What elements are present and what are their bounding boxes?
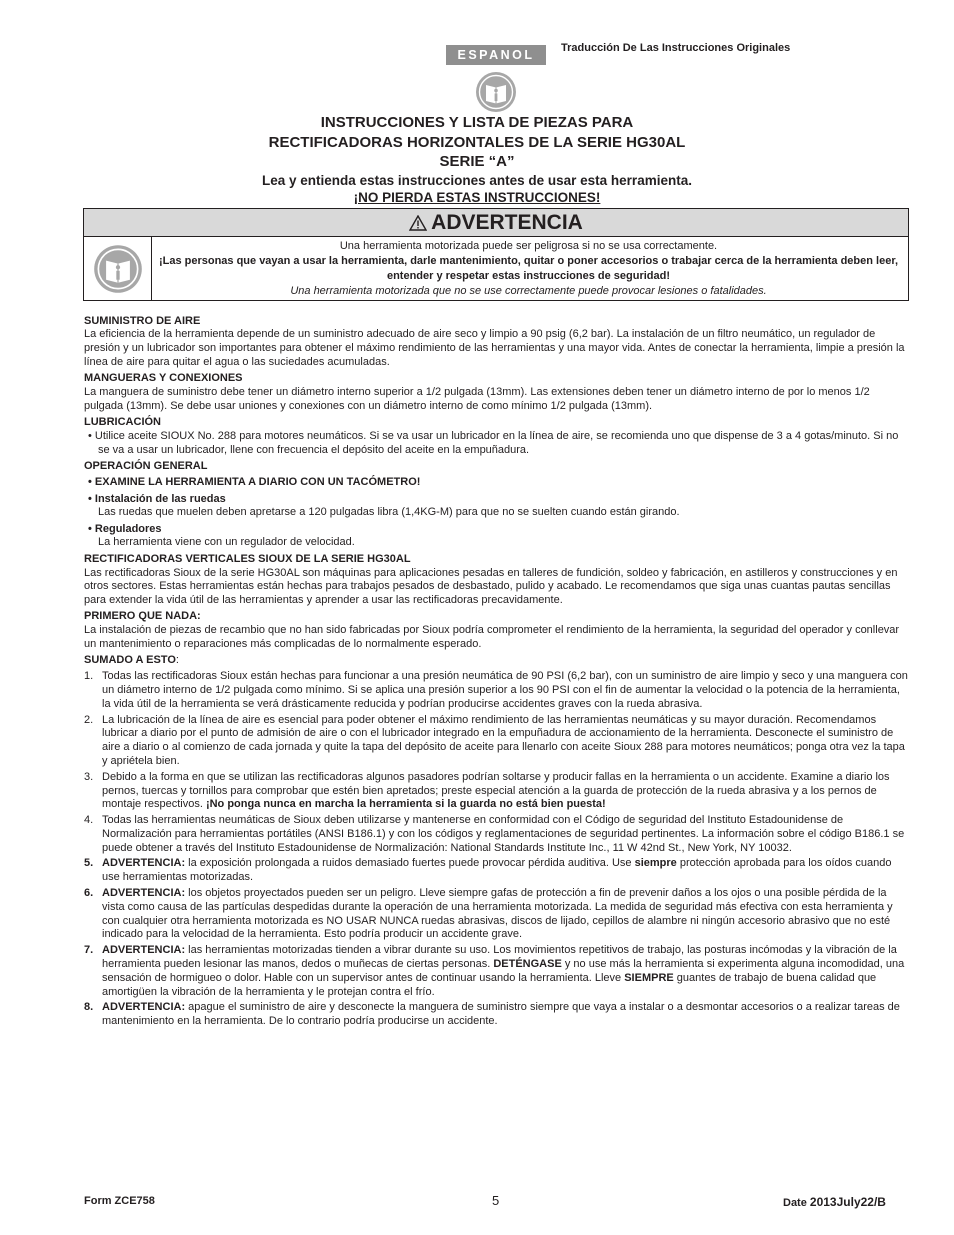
item-number: 3. (84, 770, 94, 783)
list-item (84, 857, 910, 885)
governors-text: La herramienta viene con un regulador de velocidad. (98, 536, 355, 549)
in-addition-heading (84, 654, 910, 668)
item-text: Debido a la forma en que se utilizan las rectificadoras algunos pasadores podrían soltarse y producir fallas en la herramienta o un accidente. Examine a diario los pernos, tuercas y tornillos para comprobar que estén bien apretados; preste especial atención a la guarda de protección de la rueda abrasiva y a los pernos de montaje respectivos. (102, 770, 890, 811)
in-addition-label: SUMADO A ESTO (84, 654, 176, 667)
governors-bullet: • Reguladores (88, 522, 162, 535)
item-number: 6. (84, 887, 94, 900)
warning-triangle-icon (409, 215, 427, 231)
first-text: La instalación de piezas de recambio que no han sido fabricadas por Sioux podría comprometer el rendimiento de la herramienta, la seguridad del operador y conllevar un mantenimiento o reparaciones más complicadas de lo normalmente esperado. (84, 624, 900, 651)
hoses-text: La manguera de suministro debe tener un diámetro interno superior a 1/2 pulgada (13mm). Las extensiones deben tener un diámetro interno de por lo menos 1/2 pulgada (13mm). Se debe usar uniones y conexiones con un diámetro interno de como mínimo 1/2 pulgada (13mm). (84, 385, 870, 412)
list-item (84, 714, 910, 769)
list-item (84, 887, 910, 942)
lubrication-heading: LUBRICACIÓN (84, 416, 161, 429)
list-item (84, 670, 910, 711)
translation-note: Traducción De Las Instrucciones Originales (561, 42, 791, 54)
warning-text (153, 239, 904, 299)
date-label: Date (783, 1197, 807, 1209)
item-warning-lead: ADVERTENCIA: (102, 857, 186, 870)
first-heading: PRIMERO QUE NADA: (84, 610, 201, 623)
item-text: Todas las herramientas neumáticas de Sioux deben utilizarse y mantenerse en conformidad con el Código de seguridad del Instituto Estadounidense de Normalización para herramientas portátiles (ANSI B186.1) y con los códigos y reglamentaciones de seguridad pertinentes. La información sobre el código B186.1 se puede obtener a través del Instituto Estadounidense de Normalización: National Standards Institute Inc., 11 W 42nd St., New York, NY 10032. (102, 814, 905, 854)
item-bold-text: siempre (634, 857, 677, 870)
title-line-2: RECTIFICADORAS HORIZONTALES DE LA SERIE HG30AL (268, 133, 686, 151)
vertical-grinders-heading: RECTIFICADORAS VERTICALES SIOUX DE LA SERIE HG30AL (84, 552, 411, 565)
item-text: la exposición prolongada a ruidos demasiado fuertes puede provocar pérdida auditiva. Use (185, 857, 635, 870)
hoses-heading: MANGUERAS Y CONEXIONES (84, 372, 243, 385)
lubrication-bullet: • Utilice aceite SIOUX No. 288 para motores neumáticos. Si se va usar un lubricador en la línea de aire, se recomienda uno que dispense de 3 a 4 gotas/minuto. Si no se va a usar un lubricador, llene con frecuencia el depósito del aceite en la empuñadura. (88, 429, 899, 456)
item-warning-lead: ADVERTENCIA: (102, 887, 186, 900)
footer-form-number: Form ZCE758 (84, 1195, 155, 1207)
item-number: 5. (84, 857, 94, 870)
in-addition-colon: : (175, 654, 179, 667)
item-bold-text: DETÉNGASE (493, 958, 562, 971)
item-number: 2. (84, 713, 94, 726)
warning-icon-cell (84, 237, 152, 300)
item-text: las herramientas motorizadas tienden a vibrar durante su uso. Los movimientos repetitivos de trabajo, las posturas incómodas y la vibración de la herramienta pueden lesionar las manos, dedos o muñecas de ciertas personas. (102, 944, 897, 971)
title-block (150, 113, 804, 206)
keep-notice: ¡NO PIERDA ESTAS INSTRUCCIONES! (353, 189, 601, 205)
item-text: los objetos proyectados pueden ser un peligro. Lleve siempre gafas de protección a fin de prevenir daños a los ojos o una posible pérdida de la vista como causa de las partículas despedidas durante la operación de una herramienta motorizada. La medida de seguridad más efectiva con esta herramienta y con cualquier otra herramienta motorizada es NO USAR NUNCA ruedas abrasivas, discos de lijado, cepillos de alambre ni ningún accesorio abrasivo que no esté indicado para la velocidad de la herramienta. Esto podría producir un accidente grave. (102, 887, 893, 941)
info-manual-icon (475, 71, 517, 113)
item-number: 8. (84, 1001, 94, 1014)
list-item (84, 771, 910, 812)
item-number: 7. (84, 944, 94, 957)
vertical-grinders-text: Las rectificadoras Sioux de la serie HG30AL son máquinas para aplicaciones pesadas en talleres de fundición, soldeo y fabricación, en astilleros y construcciones y en otros sectores. Estas herramientas están hechas para trabajos pesados de desbastado, pulido y acabado. Le recomendamos que siga unas cuantas pautas sencillas para extender la vida útil de las herramientas y aprender a usar las rectificadoras precavidamente. (84, 566, 898, 607)
wheel-install-text: Las ruedas que muelen deben apretarse a 120 pulgadas libra (1,4KG-M) para que no se suelten cuando están girando. (98, 506, 680, 519)
wheel-install-bullet: • Instalación de las ruedas (88, 492, 226, 505)
item-bold-text: SIEMPRE (624, 971, 674, 984)
air-supply-heading: SUMINISTRO DE AIRE (84, 314, 201, 327)
item-warning-lead: ADVERTENCIA: (102, 1001, 186, 1014)
item-text: apague el suministro de aire y desconecte la manguera de suministro siempre que vaya a instalar o a desmontar accesorios o a realizar tareas de mantenimiento en la herramienta. De lo contrario podría producirse un accidente. (102, 1001, 900, 1028)
item-bold-text: ¡No ponga nunca en marcha la herramienta si la guarda no está bien puesta! (205, 798, 606, 811)
item-text: La lubricación de la línea de aire es esencial para poder obtener el máximo rendimiento de las herramientas neumáticas y su mayor duración. Recomendamos lubricar a diario por el punto de admisión de aire o con el lubricador integrado en la empuñadura de accionamiento de la herramienta. Desconecte el suministro de aire a diario o al comienzo de cada jornada y quite la tapa del depósito de aceite para llenarlo con aceite Sioux 288 para motores neumáticos; ponga otra vez la tapa y apriétela bien. (102, 713, 905, 767)
item-text: guantes de trabajo de buena calidad que amortigüen la vibración de la herramienta y le protejan contra el frío. (102, 971, 877, 998)
warning-line-1: Una herramienta motorizada puede ser peligrosa si no se usa correctamente. (339, 240, 718, 252)
warning-box (83, 208, 909, 301)
warning-line-3: Una herramienta motorizada que no se use correctamente puede provocar lesiones o fatalidades. (290, 285, 767, 297)
info-manual-icon (93, 244, 143, 294)
warning-line-2: ¡Las personas que vayan a usar la herramienta, darle mantenimiento, quitar o poner accesorios o trabajar cerca de la herramienta deben leer, entender y respetar estas instrucciones de seguridad! (158, 255, 899, 282)
warning-header (84, 209, 908, 237)
title-line-3: SERIE “A” (439, 153, 515, 170)
date-value: 2013July22/B (809, 1195, 886, 1209)
language-badge: ESPANOL (446, 45, 546, 65)
list-item (84, 814, 910, 855)
list-item (84, 944, 910, 999)
title-line-1: INSTRUCCIONES Y LISTA DE PIEZAS PARA (320, 114, 634, 131)
item-text: Todas las rectificadoras Sioux están hechas para funcionar a una presión neumática de 90 PSI (6,2 bar), con un suministro de aire limpio y seco y una manguera con un diámetro interno de 1/2 pulgada como mínimo. Si se aplica una presión superior a los 90 PSI con el fin de aumentar la velocidad o la potencia de la herramienta, la vida útil de la herramienta se verá drásticamente reducida y podrían producirse accidentes graves con la rueda abrasiva. (102, 670, 908, 710)
main-content (84, 312, 910, 1029)
general-operation-heading: OPERACIÓN GENERAL (84, 459, 208, 472)
warning-heading: ADVERTENCIA (431, 211, 583, 234)
page-number: 5 (492, 1193, 500, 1208)
subtitle: Lea y entienda estas instrucciones antes de usar esta herramienta. (262, 172, 692, 188)
list-item (84, 1001, 910, 1029)
item-number: 1. (84, 670, 94, 683)
air-supply-text: La eficiencia de la herramienta depende de un suministro adecuado de aire seco y limpio a 90 psig (6,2 bar). La instalación de un filtro neumático, un regulador de presión y un lubricador son importantes para obtener el máximo rendimiento de las herramientas y una mayor vida. Antes de conectar la herramienta, limpie a presión la línea de aire para quitar el agua o las suciedades acumuladas. (84, 328, 905, 368)
tachometer-bullet: • EXAMINE LA HERRAMIENTA A DIARIO CON UN TACÓMETRO! (88, 476, 421, 489)
footer-date (783, 1195, 886, 1209)
item-number: 4. (84, 814, 94, 827)
item-text: protección aprobada para los oídos cuando use herramientas motorizadas. (102, 857, 892, 884)
item-warning-lead: ADVERTENCIA: (102, 944, 186, 957)
item-text: y no use más la herramienta si experimenta alguna incomodidad, una sensación de hormigueo o dolor. Hable con un supervisor antes de continuar usando la herramienta. Lleve (102, 958, 905, 984)
